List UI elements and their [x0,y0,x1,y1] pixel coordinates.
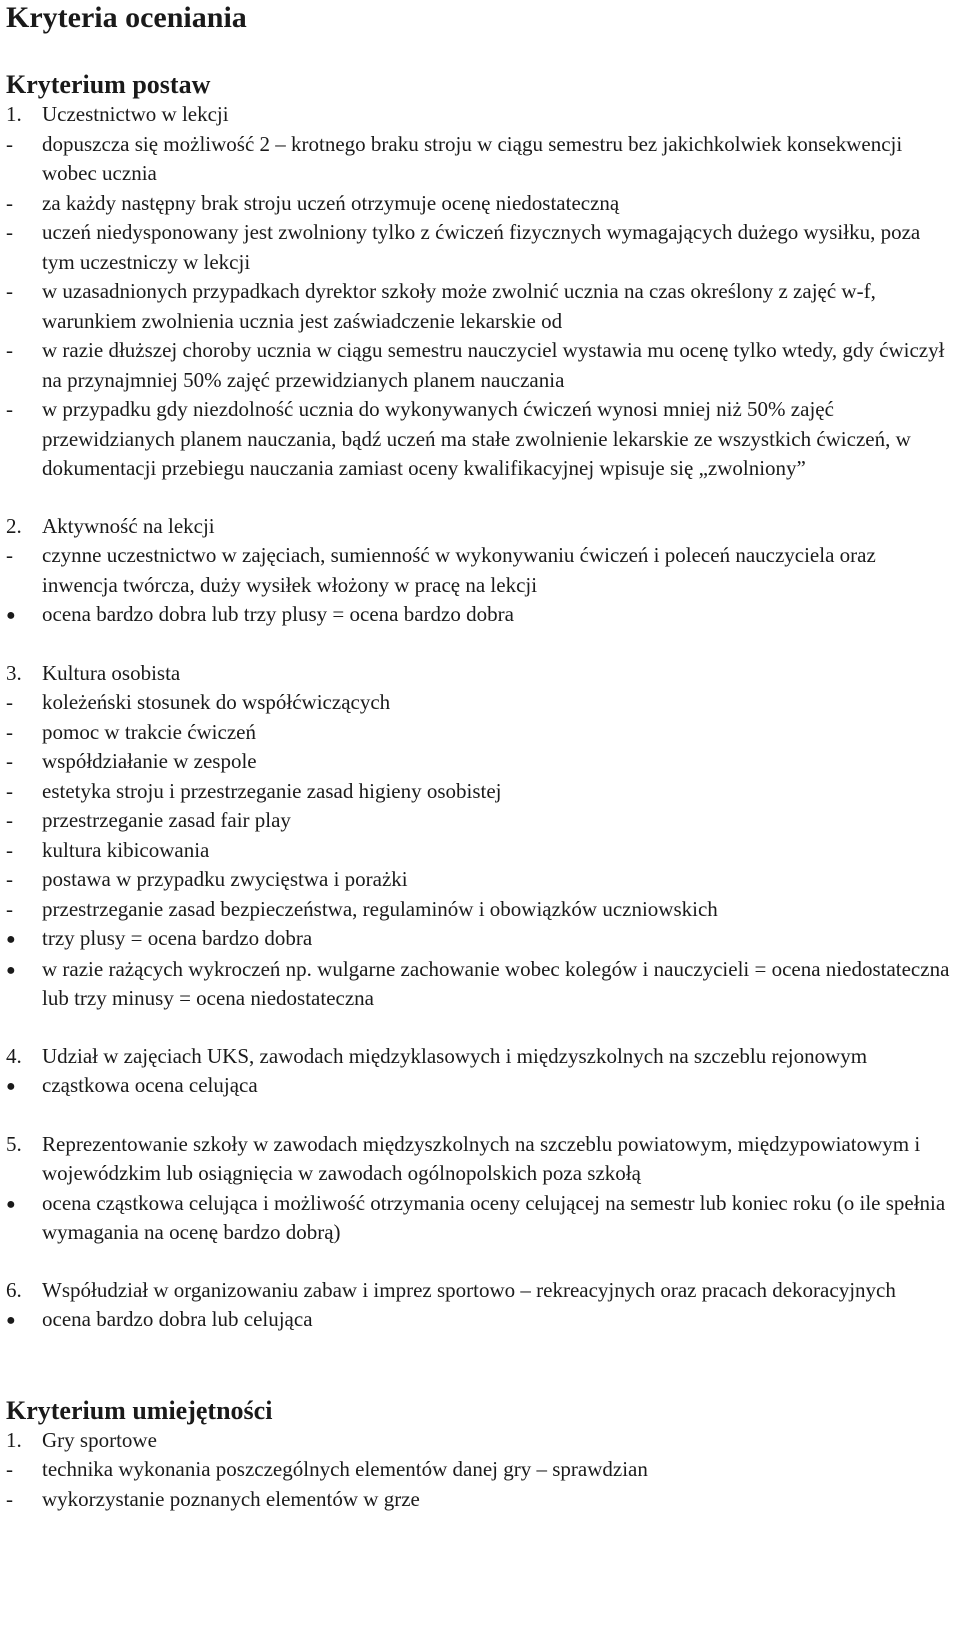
bullet-item [6,1071,956,1102]
criterion-block [6,512,956,631]
line-text: wykorzystanie poznanych elementów w grze [42,1486,420,1511]
line-text: Gry sportowe [42,1427,157,1452]
dash-item [6,277,956,336]
list-marker: - [6,690,13,714]
list-marker: - [6,190,13,215]
criterion-heading [6,1426,956,1456]
sections-container [6,70,956,1514]
list-marker: - [6,220,13,244]
dash-item [6,541,956,600]
dash-item [6,777,956,807]
dash-item [6,395,956,484]
bullet-icon: ● [6,1195,16,1213]
line-text: Reprezentowanie szkoły w zawodach międzyszkolnych na szczeblu powiatowym, międzypowiatowym i wojewódzkim lub osiągnięcia w zawodach ogólnopolskich poza szkołą [42,1131,921,1185]
criterion-heading [6,659,956,689]
list-marker: 4. [6,1043,22,1068]
dash-item [6,1455,956,1485]
dash-item [6,747,956,777]
criterion-heading [6,1276,956,1306]
list-marker: 1. [6,1427,22,1452]
line-text: ocena bardzo dobra lub trzy plusy = ocena bardzo dobra [42,602,514,626]
criterion-block [6,659,956,1014]
criterion-heading [6,100,956,130]
dash-item [6,806,956,836]
bullet-item [6,955,956,1014]
criterion-block [6,1276,956,1336]
line-text: w przypadku gdy niezdolność ucznia do wykonywanych ćwiczeń wynosi mniej niż 50% zajęć przewidzianych planem nauczania, bądź uczeń ma stałe zwolnienie lekarskie ze wszystkich ćwiczeń, w dokumentacji przebiegu nauczania zamiast oceny kwalifikacyjnej wpisuje się „zwolniony” [42,397,911,480]
line-text: estetyka stroju i przestrzeganie zasad higieny osobistej [42,778,502,803]
line-text: postawa w przypadku zwycięstwa i porażki [42,867,408,891]
line-text: ocena bardzo dobra lub celująca [42,1307,313,1331]
bullet-icon: ● [6,931,16,948]
dash-item [6,895,956,925]
criterion-heading [6,512,956,542]
list-marker: - [6,131,13,156]
list-marker: 5. [6,1131,22,1156]
bullet-item [6,1305,956,1336]
bullet-icon: ● [6,1312,16,1329]
dash-item [6,718,956,748]
dash-item [6,836,956,866]
line-text: czynne uczestnictwo w zajęciach, sumienność w wykonywaniu ćwiczeń i poleceń nauczyciela oraz inwencja twórcza, duży wysiłek włożony w pracę na lekcji [42,543,876,597]
section [6,1396,956,1515]
dash-item [6,336,956,395]
list-marker: 3. [6,660,22,685]
line-text: Kultura osobista [42,660,181,685]
line-text: w razie dłuższej choroby ucznia w ciągu semestru nauczyciel wystawia mu ocenę tylko wtedy, gdy ćwiczył na przynajmniej 50% zajęć przewidzianych planem nauczania [42,338,945,392]
list-marker: - [6,778,13,803]
dash-item [6,688,956,718]
line-text: ocena cząstkowa celująca i możliwość otrzymania oceny celującej na semestr lub koniec roku (o ile spełnia wymagania na ocenę bardzo dobrą) [42,1190,946,1244]
line-text: uczeń niedysponowany jest zwolniony tylko z ćwiczeń fizycznych wymagających dużego wysiłku, poza tym uczestniczy w lekcji [42,220,921,274]
criterion-heading [6,1042,956,1072]
document-title: Kryteria oceniania [6,1,247,34]
list-marker: - [6,397,13,421]
list-marker: - [6,808,13,832]
dash-item [6,865,956,895]
list-marker: - [6,719,13,744]
list-marker: - [6,1486,13,1511]
line-text: kultura kibicowania [42,837,210,862]
criterion-block [6,1042,956,1102]
dash-item [6,1485,956,1515]
bullet-icon: ● [6,1078,16,1095]
bullet-icon: ● [6,607,16,624]
section [6,70,956,1336]
criterion-block [6,100,956,484]
list-marker: - [6,279,13,303]
line-text: technika wykonania poszczególnych elementów danej gry – sprawdzian [42,1457,648,1481]
line-text: trzy plusy = ocena bardzo dobra [42,926,313,950]
section-title: Kryterium umiejętności [6,1395,273,1425]
line-text: w uzasadnionych przypadkach dyrektor szkoły może zwolnić ucznia na czas określony z zajęć w-f, warunkiem zwolnienia ucznia jest zaświadczenie lekarskie od [42,279,876,333]
line-text: Aktywność na lekcji [42,513,215,538]
section-title: Kryterium postaw [6,70,211,99]
list-marker: - [6,867,13,891]
list-marker: 6. [6,1277,22,1302]
line-text: pomoc w trakcie ćwiczeń [42,719,256,744]
line-text: współdziałanie w zespole [42,749,257,773]
bullet-icon: ● [6,961,16,979]
line-text: Współudział w organizowaniu zabaw i imprez sportowo – rekreacyjnych oraz pracach dekoracyjnych [42,1277,896,1302]
list-marker: - [6,749,13,773]
list-marker: - [6,837,13,862]
list-marker: - [6,338,13,362]
line-text: w razie rażących wykroczeń np. wulgarne zachowanie wobec kolegów i nauczycieli = ocena niedostateczna lub trzy minusy = ocena niedostateczna [42,956,950,1010]
dash-item [6,189,956,219]
document-page [6,0,956,1514]
list-marker: - [6,896,13,921]
list-marker: 2. [6,513,22,538]
criterion-block [6,1130,956,1248]
list-marker: - [6,543,13,567]
bullet-item [6,600,956,631]
criterion-heading [6,1130,956,1189]
line-text: Uczestnictwo w lekcji [42,102,229,126]
line-text: cząstkowa ocena celująca [42,1073,258,1097]
list-marker: - [6,1457,13,1481]
line-text: koleżeński stosunek do współćwiczących [42,690,391,714]
line-text: za każdy następny brak stroju uczeń otrzymuje ocenę niedostateczną [42,190,620,215]
line-text: przestrzeganie zasad fair play [42,808,291,832]
criterion-block [6,1426,956,1515]
line-text: przestrzeganie zasad bezpieczeństwa, regulaminów i obowiązków uczniowskich [42,896,718,921]
bullet-item [6,1189,956,1248]
dash-item [6,218,956,277]
list-marker: 1. [6,102,22,126]
dash-item [6,130,956,189]
line-text: Udział w zajęciach UKS, zawodach międzyklasowych i międzyszkolnych na szczeblu rejonowym [42,1043,868,1068]
line-text: dopuszcza się możliwość 2 – krotnego braku stroju w ciągu semestru bez jakichkolwiek konsekwencji wobec ucznia [42,131,903,185]
bullet-item [6,924,956,955]
